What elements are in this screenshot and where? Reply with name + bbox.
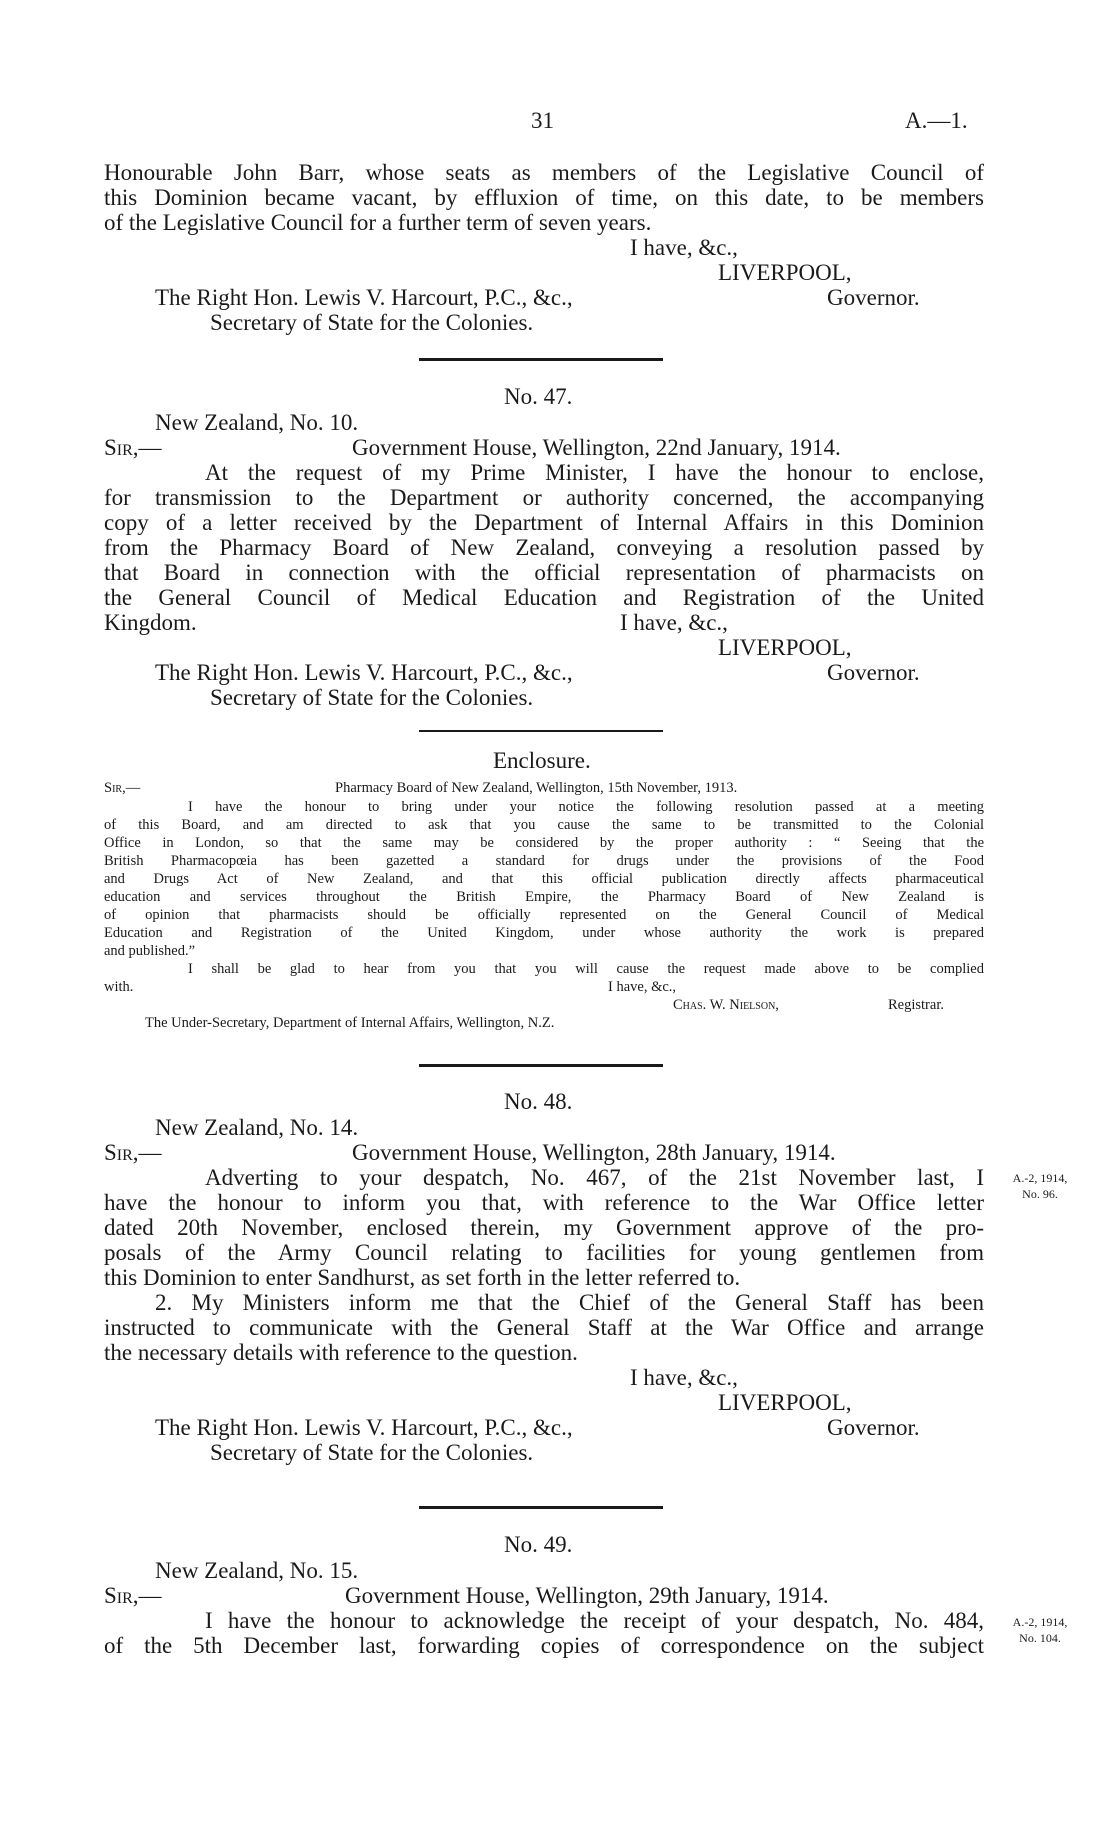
intro-line: this Dominion became vacant, by effluxion of time, on this date, to be members: [104, 185, 984, 210]
enclosure-line: Education and Registration of the United Kingdom, under whose authority the work is prepared: [104, 925, 984, 941]
signature: LIVERPOOL,: [718, 260, 852, 285]
signature-title: Governor.: [827, 660, 920, 685]
dateline: Government House, Wellington, 28th January, 1914.: [352, 1140, 836, 1165]
enclosure-line: of this Board, and am directed to ask that you cause the same to be transmitted to the Colonial: [104, 817, 984, 833]
despatch-ref: New Zealand, No. 10.: [155, 410, 359, 435]
addressee-title: Secretary of State for the Colonies.: [210, 310, 534, 335]
margin-reference: A.-2, 1914,: [1012, 1615, 1068, 1629]
signature: LIVERPOOL,: [718, 1390, 852, 1415]
enclosure-line: of opinion that pharmacists should be officially represented on the General Council of Medical: [104, 907, 984, 923]
section-divider: [419, 358, 663, 361]
margin-reference: No. 104.: [1019, 1631, 1061, 1645]
closing: I have, &c.,: [630, 1365, 738, 1390]
despatch-ref: New Zealand, No. 15.: [155, 1558, 359, 1583]
despatch-number: No. 47.: [504, 384, 573, 409]
body-line: Kingdom.: [104, 610, 197, 635]
closing: I have, &c.,: [608, 979, 677, 995]
section-divider: [419, 1506, 663, 1509]
body-line: I have the honour to acknowledge the receipt of your despatch, No. 484,: [205, 1608, 984, 1633]
body-line: At the request of my Prime Minister, I have the honour to enclose,: [205, 460, 984, 485]
page-number: 31: [531, 108, 554, 133]
enclosure-line: Office in London, so that the same may be considered by the proper authority : “ Seeing that the: [104, 835, 984, 851]
enclosure-line: with.: [104, 979, 134, 995]
margin-reference: No. 96.: [1022, 1187, 1058, 1201]
salutation: Sir,—: [104, 1583, 162, 1608]
dateline: Government House, Wellington, 29th January, 1914.: [345, 1583, 829, 1608]
enclosure-line: and published.”: [104, 943, 196, 959]
signature-name: Chas. W. Nielson,: [673, 997, 779, 1013]
salutation: Sir,—: [104, 780, 141, 796]
body-line: Adverting to your despatch, No. 467, of the 21st November last, I: [205, 1165, 984, 1190]
body-line: posals of the Army Council relating to facilities for young gentlemen from: [104, 1240, 984, 1265]
body-line: the General Council of Medical Education and Registration of the United: [104, 585, 984, 610]
enclosure-line: British Pharmacopœia has been gazetted a standard for drugs under the provisions of the Food: [104, 853, 984, 869]
enclosure-heading: Enclosure.: [493, 748, 591, 773]
addressee: The Right Hon. Lewis V. Harcourt, P.C., &c.,: [155, 285, 573, 310]
salutation: Sir,—: [104, 435, 162, 460]
intro-line: Honourable John Barr, whose seats as members of the Legislative Council of: [104, 160, 984, 185]
despatch-number: No. 49.: [504, 1532, 573, 1557]
enclosure-line: I shall be glad to hear from you that you will cause the request made above to be complied: [188, 961, 984, 977]
addressee: The Under-Secretary, Department of Internal Affairs, Wellington, N.Z.: [145, 1015, 555, 1031]
dateline: Pharmacy Board of New Zealand, Wellington, 15th November, 1913.: [335, 780, 738, 796]
body-line: instructed to communicate with the General Staff at the War Office and arrange: [104, 1315, 984, 1340]
closing: I have, &c.,: [630, 235, 738, 260]
despatch-ref: New Zealand, No. 14.: [155, 1115, 359, 1140]
closing: I have, &c.,: [620, 610, 728, 635]
body-line: this Dominion to enter Sandhurst, as set forth in the letter referred to.: [104, 1265, 741, 1290]
dateline: Government House, Wellington, 22nd January, 1914.: [352, 435, 841, 460]
despatch-number: No. 48.: [504, 1089, 573, 1114]
addressee-title: Secretary of State for the Colonies.: [210, 1440, 534, 1465]
body-line: from the Pharmacy Board of New Zealand, conveying a resolution passed by: [104, 535, 984, 560]
body-line: dated 20th November, enclosed therein, my Government approve of the pro-: [104, 1215, 984, 1240]
margin-reference: A.-2, 1914,: [1012, 1171, 1068, 1185]
addressee-title: Secretary of State for the Colonies.: [210, 685, 534, 710]
signature: LIVERPOOL,: [718, 635, 852, 660]
body-line: have the honour to inform you that, with reference to the War Office letter: [104, 1190, 984, 1215]
addressee: The Right Hon. Lewis V. Harcourt, P.C., &c.,: [155, 1415, 573, 1440]
body-line: for transmission to the Department or authority concerned, the accompanying: [104, 485, 984, 510]
body-line: copy of a letter received by the Department of Internal Affairs in this Dominion: [104, 510, 984, 535]
signature-title: Governor.: [827, 1415, 920, 1440]
enclosure-line: I have the honour to bring under your notice the following resolution passed at a meeting: [188, 799, 984, 815]
signature-title: Registrar.: [888, 997, 944, 1013]
enclosure-divider: [419, 730, 663, 732]
body-line: the necessary details with reference to the question.: [104, 1340, 578, 1365]
body-line: 2. My Ministers inform me that the Chief of the General Staff has been: [155, 1290, 984, 1315]
body-line: that Board in connection with the official representation of pharmacists on: [104, 560, 984, 585]
intro-line: of the Legislative Council for a further term of seven years.: [104, 210, 652, 235]
salutation: Sir,—: [104, 1140, 162, 1165]
signature-title: Governor.: [827, 285, 920, 310]
enclosure-line: education and services throughout the British Empire, the Pharmacy Board of New Zealand is: [104, 889, 984, 905]
section-divider: [419, 1064, 663, 1067]
addressee: The Right Hon. Lewis V. Harcourt, P.C., &c.,: [155, 660, 573, 685]
enclosure-line: and Drugs Act of New Zealand, and that this official publication directly affects pharmaceutical: [104, 871, 984, 887]
body-line: of the 5th December last, forwarding copies of correspondence on the subject: [104, 1633, 984, 1658]
paper-code: A.—1.: [905, 108, 968, 133]
